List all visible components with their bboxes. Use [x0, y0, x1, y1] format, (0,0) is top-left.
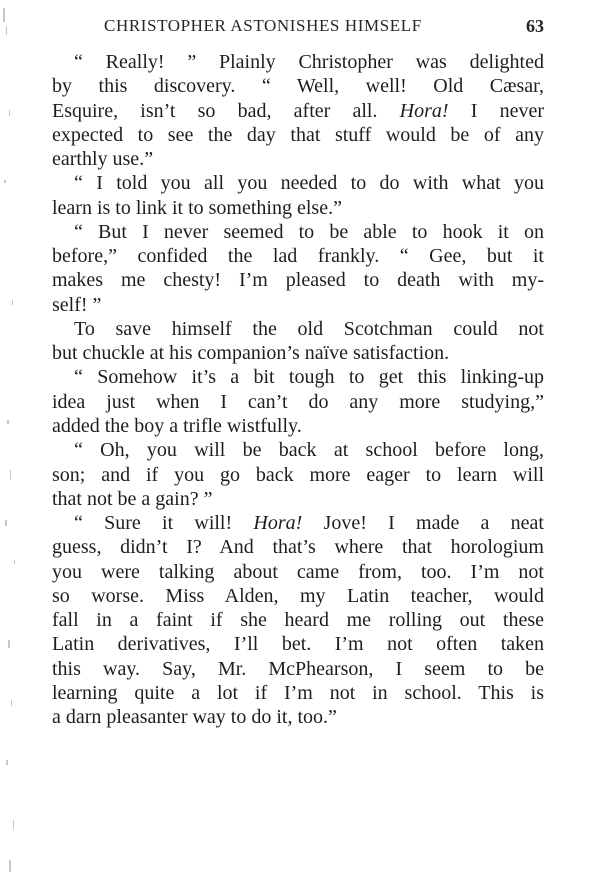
text-run: “ Sure it will! — [74, 512, 254, 535]
text-line: expected to see the day that stuff would be of any — [52, 123, 544, 146]
text-line: son; and if you go back more eager to learn will — [52, 463, 544, 486]
text-line: a darn pleasanter way to do it, too.” — [52, 706, 337, 729]
scan-gutter-noise — [0, 0, 40, 895]
text-line: learn is to link it to something else.” — [52, 196, 342, 219]
text-line: added the boy a trifle wistfully. — [52, 414, 302, 437]
text-run: Jove! I made a neat — [302, 512, 544, 535]
running-head — [92, 16, 544, 42]
text-line: “ Really! ” Plainly Christopher was delighted — [74, 51, 544, 73]
page-number: 63 — [526, 16, 544, 36]
italic-word: Hora! — [399, 99, 449, 122]
text-line: earthly use.” — [52, 148, 154, 171]
text-line: fall in a faint if she heard me rolling out these — [52, 609, 544, 632]
text-line: Latin derivatives, I’ll bet. I’m not often taken — [52, 633, 544, 656]
text-run: I never — [448, 99, 544, 122]
text-line: learning quite a lot if I’m not in school. This is — [52, 681, 544, 704]
text-line: that not be a gain? ” — [52, 487, 213, 510]
text-run: Esquire, isn’t so bad, after all. — [52, 99, 400, 122]
text-line: but chuckle at his companion’s naïve satisfaction. — [52, 342, 450, 365]
text-line: by this discovery. “ Well, well! Old Cæsar, — [52, 75, 544, 98]
text-line: guess, didn’t I? And that’s where that horologium — [52, 536, 544, 559]
text-line: “ Somehow it’s a bit tough to get this linking-up — [74, 366, 544, 389]
chapter-title: CHRISTOPHER ASTONISHES HIMSELF — [104, 16, 422, 35]
text-line: “ But I never seemed to be able to hook it on — [74, 220, 544, 243]
text-line: you were talking about came from, too. I’m not — [52, 560, 544, 583]
text-line: self! ” — [52, 293, 102, 316]
text-line: idea just when I can’t do any more studying,” — [52, 390, 544, 413]
body-text — [52, 50, 544, 729]
text-line — [52, 99, 544, 123]
text-line — [52, 511, 544, 535]
text-line: “ I told you all you needed to do with what you — [74, 172, 544, 195]
text-line: To save himself the old Scotchman could not — [74, 317, 544, 340]
text-line: so worse. Miss Alden, my Latin teacher, would — [52, 584, 544, 607]
text-line: makes me chesty! I’m pleased to death with my- — [52, 269, 544, 292]
text-line: this way. Say, Mr. McPhearson, I seem to be — [52, 657, 544, 680]
text-line: before,” confided the lad frankly. “ Gee, but it — [52, 245, 544, 268]
text-line: “ Oh, you will be back at school before long, — [74, 439, 544, 462]
italic-word: Hora! — [253, 512, 303, 535]
